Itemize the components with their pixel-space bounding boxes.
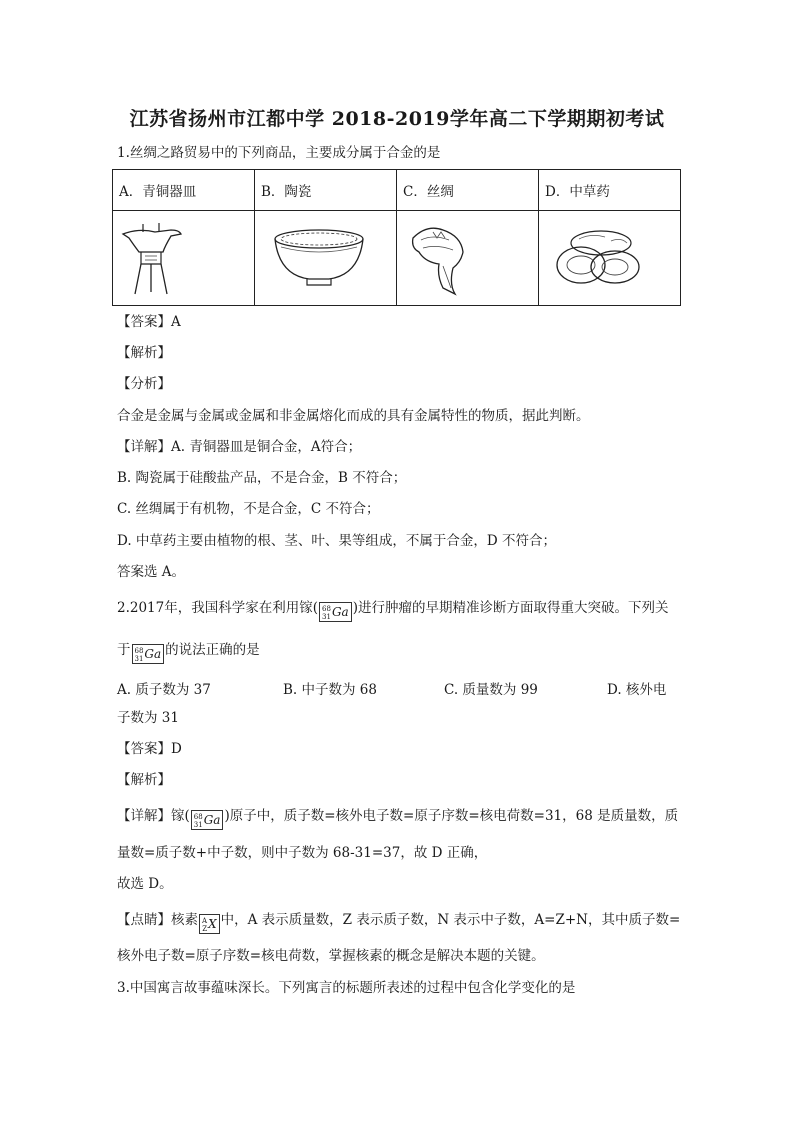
generic-nuclide-symbol [199,914,220,934]
q2-detail-b: )原子中，质子数=核外电子数=原子序数=核电荷数=31，68 是质量数，质 [224,808,679,824]
q1-analysis-label: 【解析】 [117,345,171,361]
q2-answer: 【答案】D [117,741,182,757]
q1-detail-3: C. 丝绸属于有机物，不是合金，C 不符合； [117,501,380,517]
nuclide-z: Z [202,924,208,933]
q1-options-table [112,169,681,306]
q2-stem-a: 2.2017年，我国科学家在利用镓( [117,600,319,616]
q2-detail-2: 量数=质子数+中子数，则中子数为 68-31=37，故 D 正确， [117,845,488,861]
porcelain-bowl-icon [269,223,369,293]
bronze-jue-icon [119,218,189,298]
q1-stem: 1.丝绸之路贸易中的下列商品，主要成分属于合金的是 [117,145,441,161]
q1-option-c: C．丝绸 [397,170,539,211]
nuclide-symbol: Ga [203,813,221,827]
q2-detail-line-1 [117,806,678,830]
nuclide-mass: 68 [193,812,203,821]
ga-nuclide-symbol [319,602,352,622]
q2-option-a: A. 质子数为 37 [117,682,211,698]
nuclide-mass: 68 [322,604,331,613]
q2-stem-line-1 [117,598,668,622]
ga-nuclide-symbol [132,644,165,664]
q1-option-d: D．中草药 [539,170,681,211]
ga-nuclide-symbol [191,810,224,830]
nuclide-z: 31 [322,612,331,621]
silk-image [397,211,539,306]
nuclide-mass: A [202,916,208,925]
q2-tip-a: 【点睛】核素 [117,912,198,928]
q1-fenxi-label: 【分析】 [117,376,171,392]
q2-stem-d: 的说法正确的是 [165,642,260,658]
nuclide-mass: 68 [134,646,144,655]
q2-analysis-label: 【解析】 [117,772,171,788]
q1-option-b: B．陶瓷 [255,170,397,211]
q2-tip-line-2: 核外电子数=原子序数=核电荷数，掌握核素的概念是解决本题的关键。 [117,948,545,964]
q1-detail-2: B. 陶瓷属于硅酸盐产品，不是合金，B 不符合； [117,470,407,486]
q2-tip-b: 中，A 表示质量数，Z 表示质子数，N 表示中子数，A=Z+N，其中质子数= [220,912,681,928]
nuclide-z: 31 [193,820,203,829]
q2-stem-b: )进行肿瘤的早期精准诊断方面取得重大突破。下列关 [352,600,669,616]
bronze-vessel-image [113,211,255,306]
q1-detail-1: 【详解】A. 青铜器皿是铜合金，A符合； [117,439,362,455]
nuclide-symbol: Ga [144,647,162,661]
herbal-medicine-image [539,211,681,306]
q3-stem: 3.中国寓言故事蕴味深长。下列寓言的标题所表述的过程中包含化学变化的是 [117,980,576,996]
q2-option-b: B. 中子数为 68 [283,682,377,698]
q2-detail-a: 【详解】镓( [117,808,190,824]
q1-detail-4: D. 中草药主要由植物的根、茎、叶、果等组成，不属于合金，D 不符合； [117,533,557,549]
nuclide-symbol: Ga [331,605,349,619]
porcelain-bowl-image [255,211,397,306]
nuclide-symbol: X [208,917,217,931]
q2-stem-c: 于 [117,642,131,658]
q1-fenxi-text: 合金是金属与金属或金属和非金属熔化而成的具有金属特性的物质，据此判断。 [117,408,590,424]
q2-conclusion: 故选 D。 [117,876,173,892]
page-title: 江苏省扬州市江都中学 2018-2019学年高二下学期期初考试 [129,108,665,130]
q2-tip-line-1 [117,910,680,934]
q1-option-a: A．青铜器皿 [113,170,255,211]
nuclide-z: 31 [134,654,144,663]
silk-scarf-icon [403,218,473,298]
q1-answer: 【答案】A [117,314,181,330]
q2-option-d: D. 核外电 [607,682,667,698]
q2-option-c: C. 质量数为 99 [444,682,538,698]
herbal-medicine-icon [551,223,651,293]
q2-option-d-wrap: 子数为 31 [117,710,179,726]
q2-stem-line-2 [117,640,260,664]
q1-conclusion: 答案选 A。 [117,564,186,580]
